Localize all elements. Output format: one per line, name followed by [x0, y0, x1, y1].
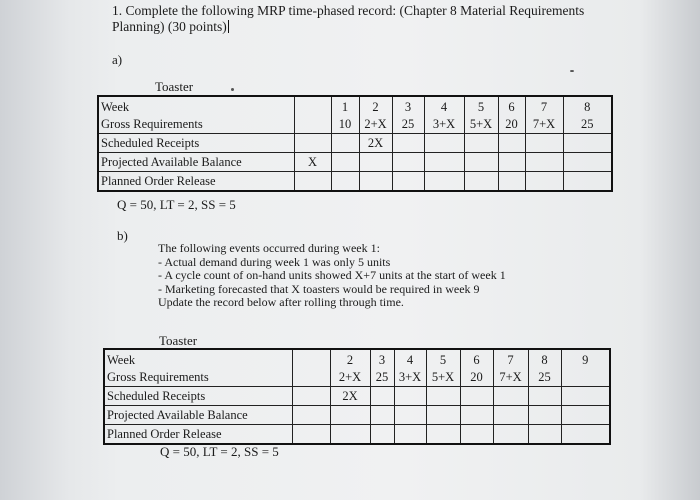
- week-cell: 8: [563, 96, 612, 115]
- scheduled-cell: [370, 387, 394, 406]
- scheduled-cell: [498, 134, 525, 153]
- row-label-projected: Projected Available Balance: [98, 153, 294, 172]
- gross-cell: 3+X: [424, 115, 464, 134]
- gross-cell: 2+X: [359, 115, 392, 134]
- scheduled-cell: [426, 387, 460, 406]
- gross-cell: 3+X: [394, 368, 426, 387]
- gross-cell: 2+X: [330, 368, 370, 387]
- week-cell: 5: [426, 349, 460, 368]
- planned-order-release-row: [98, 172, 612, 192]
- gross-cell: 5+X: [426, 368, 460, 387]
- gross-cell: 25: [528, 368, 561, 387]
- gross-requirements-row: [104, 368, 610, 387]
- planned-cell[interactable]: [392, 172, 424, 192]
- row-label-week: Week: [98, 96, 294, 115]
- part-a-label: a): [112, 52, 123, 67]
- week-row: [104, 349, 610, 368]
- event-item: - Marketing forecasted that X toasters would be required in week 9: [158, 281, 480, 296]
- event-item: - A cycle count of on-hand units showed X+7 units at the start of week 1: [158, 268, 506, 283]
- projected-cell[interactable]: [493, 406, 528, 425]
- week-cell: 7: [525, 96, 563, 115]
- week-row: [98, 96, 612, 115]
- question-title: [112, 3, 592, 35]
- scheduled-cell: [528, 387, 561, 406]
- question-title-text: 1. Complete the following MRP time-phased record: (Chapter 8 Material Requirements Planning) (30 points): [112, 3, 585, 34]
- mrp-table-b: [103, 348, 611, 445]
- scheduled-cell: [493, 387, 528, 406]
- planned-cell[interactable]: [561, 425, 610, 445]
- projected-cell[interactable]: [424, 153, 464, 172]
- scheduled-cell: [331, 134, 359, 153]
- initial-gross-cell: [294, 115, 331, 134]
- scheduled-cell: [464, 134, 498, 153]
- initial-balance-header: [294, 96, 331, 115]
- projected-cell[interactable]: [464, 153, 498, 172]
- gross-cell: 25: [392, 115, 424, 134]
- week-cell: 2: [359, 96, 392, 115]
- planned-cell[interactable]: [331, 172, 359, 192]
- projected-cell[interactable]: [525, 153, 563, 172]
- planned-cell[interactable]: [370, 425, 394, 445]
- scheduled-cell: [563, 134, 612, 153]
- planned-cell[interactable]: [424, 172, 464, 192]
- row-label-scheduled: Scheduled Receipts: [104, 387, 292, 406]
- week-cell: 3: [392, 96, 424, 115]
- week-cell: 4: [394, 349, 426, 368]
- projected-cell[interactable]: [528, 406, 561, 425]
- pen-mark: [231, 88, 234, 91]
- text-cursor: [228, 20, 229, 33]
- gross-cell: 25: [370, 368, 394, 387]
- projected-cell[interactable]: [394, 406, 426, 425]
- projected-balance-row: [98, 153, 612, 172]
- initial-planned-cell: [294, 172, 331, 192]
- row-label-planned: Planned Order Release: [104, 425, 292, 445]
- events-list: [158, 242, 506, 310]
- row-label-scheduled: Scheduled Receipts: [98, 134, 294, 153]
- gross-cell: [561, 368, 610, 387]
- week-cell: 4: [424, 96, 464, 115]
- events-intro: The following events occurred during week 1:: [158, 241, 380, 255]
- part-b-item-title: Toaster: [159, 333, 198, 348]
- scheduled-cell: [561, 387, 610, 406]
- gross-cell: 25: [563, 115, 612, 134]
- projected-cell[interactable]: [563, 153, 612, 172]
- initial-scheduled-cell: [294, 134, 331, 153]
- part-a-item-title: Toaster: [155, 79, 194, 94]
- projected-cell[interactable]: [370, 406, 394, 425]
- gross-cell: 7+X: [493, 368, 528, 387]
- week-cell: 7: [493, 349, 528, 368]
- mrp-table-a: [97, 95, 613, 192]
- initial-balance-header: [292, 349, 330, 368]
- planned-cell[interactable]: [525, 172, 563, 192]
- projected-cell[interactable]: [392, 153, 424, 172]
- gross-requirements-row: [98, 115, 612, 134]
- week-cell: 3: [370, 349, 394, 368]
- projected-balance-row: [104, 406, 610, 425]
- gross-cell: 5+X: [464, 115, 498, 134]
- planned-order-release-row: [104, 425, 610, 445]
- week-cell: 5: [464, 96, 498, 115]
- scheduled-receipts-row: [104, 387, 610, 406]
- week-cell: 6: [460, 349, 493, 368]
- projected-cell[interactable]: [426, 406, 460, 425]
- planned-cell[interactable]: [493, 425, 528, 445]
- planned-cell[interactable]: [426, 425, 460, 445]
- projected-cell[interactable]: [330, 406, 370, 425]
- gross-cell: 20: [498, 115, 525, 134]
- scheduled-cell: [394, 387, 426, 406]
- row-label-week: Week: [104, 349, 292, 368]
- part-a-parameters: Q = 50, LT = 2, SS = 5: [117, 197, 236, 212]
- gross-cell: 20: [460, 368, 493, 387]
- row-label-gross: Gross Requirements: [104, 368, 292, 387]
- scheduled-cell: 2X: [359, 134, 392, 153]
- gross-cell: 10: [331, 115, 359, 134]
- week-cell: 1: [331, 96, 359, 115]
- initial-gross-cell: [292, 368, 330, 387]
- scheduled-cell: 2X: [330, 387, 370, 406]
- planned-cell[interactable]: [394, 425, 426, 445]
- week-cell: 6: [498, 96, 525, 115]
- planned-cell[interactable]: [528, 425, 561, 445]
- initial-balance-cell[interactable]: [292, 406, 330, 425]
- scheduled-cell: [392, 134, 424, 153]
- week-cell: 8: [528, 349, 561, 368]
- projected-cell[interactable]: [561, 406, 610, 425]
- scheduled-receipts-row: [98, 134, 612, 153]
- pen-mark: [570, 70, 574, 72]
- scheduled-cell: [525, 134, 563, 153]
- row-label-planned: Planned Order Release: [98, 172, 294, 192]
- events-instruction: Update the record below after rolling through time.: [158, 295, 404, 310]
- initial-balance-cell: X: [294, 153, 331, 172]
- planned-cell[interactable]: [460, 425, 493, 445]
- initial-scheduled-cell: [292, 387, 330, 406]
- planned-cell[interactable]: [330, 425, 370, 445]
- row-label-gross: Gross Requirements: [98, 115, 294, 134]
- scheduled-cell: [460, 387, 493, 406]
- event-item: - Actual demand during week 1 was only 5 units: [158, 254, 391, 269]
- projected-cell[interactable]: [498, 153, 525, 172]
- part-b-label: b): [117, 228, 128, 243]
- projected-cell[interactable]: [331, 153, 359, 172]
- planned-cell[interactable]: [563, 172, 612, 192]
- planned-cell[interactable]: [464, 172, 498, 192]
- planned-cell[interactable]: [498, 172, 525, 192]
- gross-cell: 7+X: [525, 115, 563, 134]
- week-cell: 2: [330, 349, 370, 368]
- planned-cell[interactable]: [359, 172, 392, 192]
- scheduled-cell: [424, 134, 464, 153]
- row-label-projected: Projected Available Balance: [104, 406, 292, 425]
- projected-cell[interactable]: [460, 406, 493, 425]
- part-b-parameters: Q = 50, LT = 2, SS = 5: [160, 444, 279, 459]
- projected-cell[interactable]: [359, 153, 392, 172]
- initial-planned-cell: [292, 425, 330, 445]
- week-cell: 9: [561, 349, 610, 368]
